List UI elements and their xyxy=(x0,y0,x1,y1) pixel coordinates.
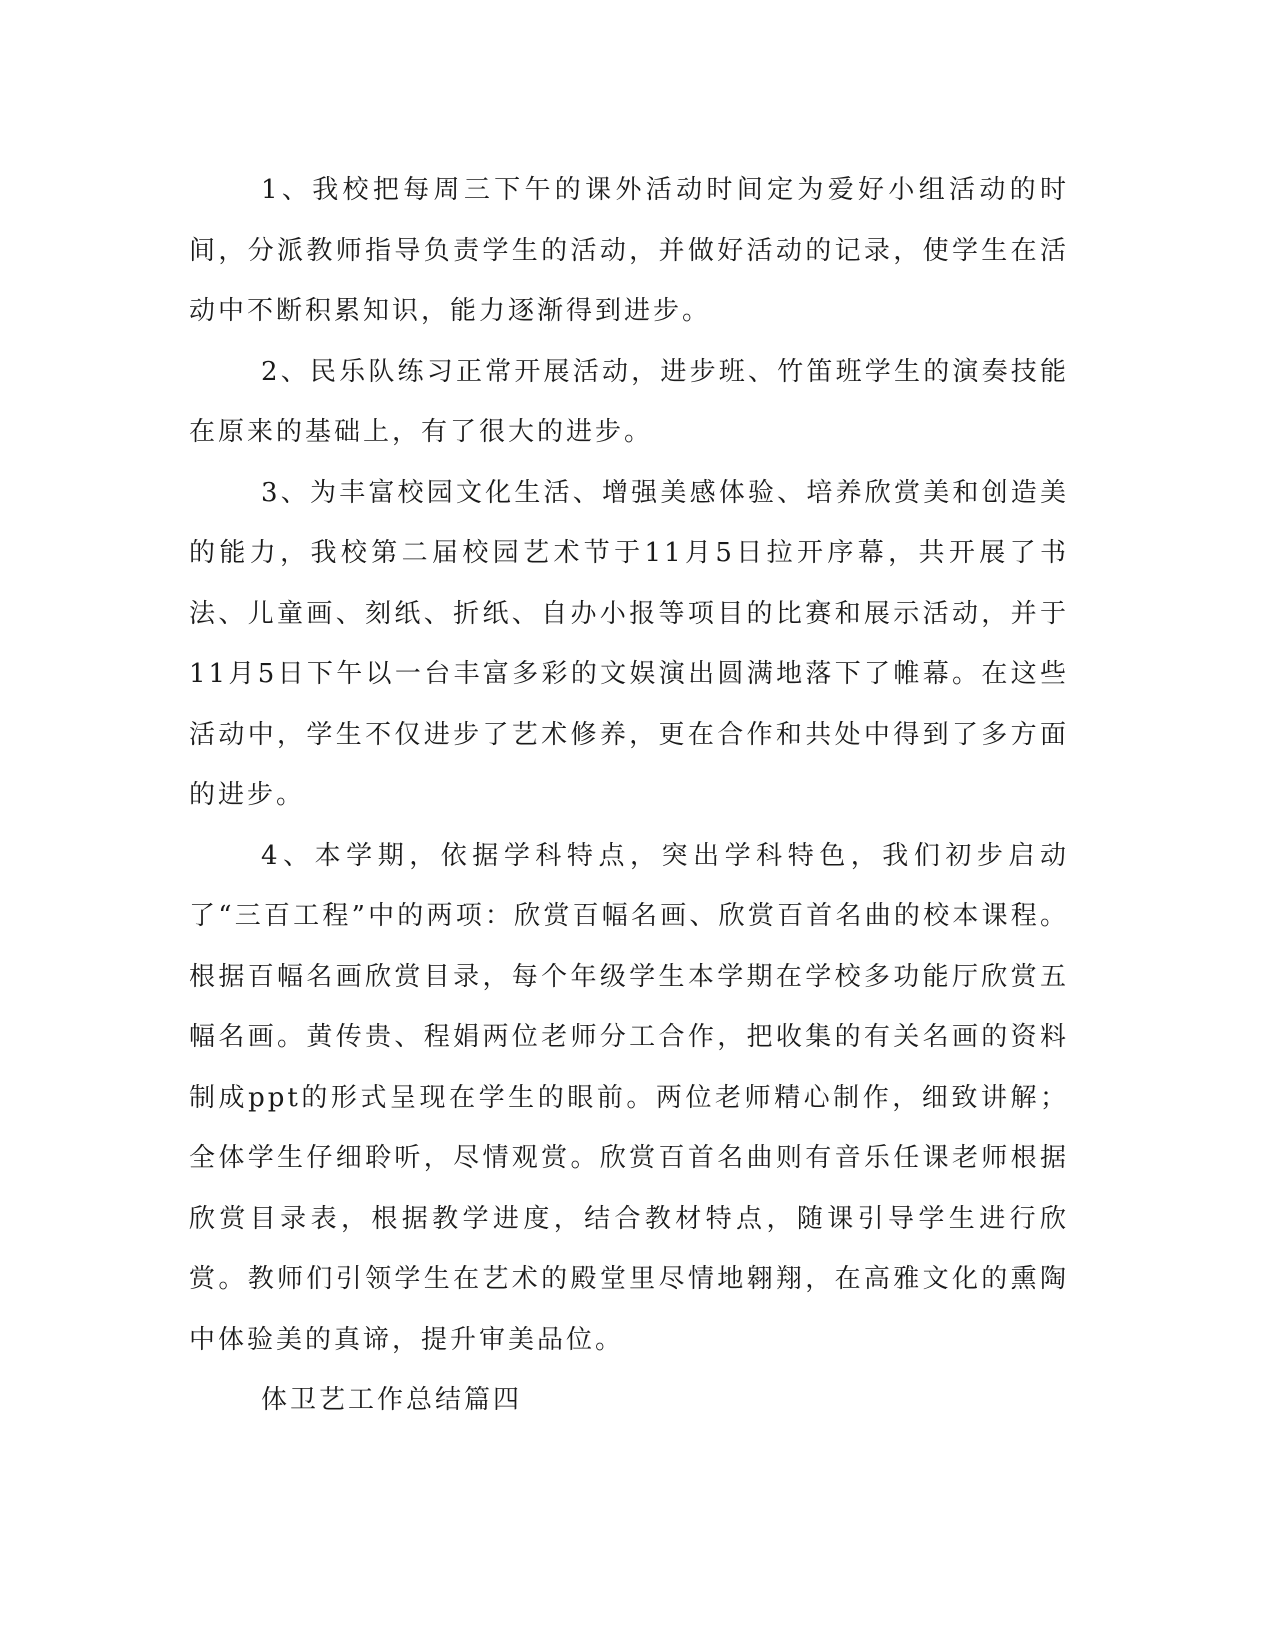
section-heading: 体卫艺工作总结篇四 xyxy=(261,1385,523,1415)
paragraph-3: 3、为丰富校园文化生活、增强美感体验、培养欣赏美和创造美的能力，我校第二届校园艺术节于11月5日拉开序幕，共开展了书法、儿童画、刻纸、折纸、自办小报等项目的比赛和展示活动，并于11月5日下午以一台丰富多彩的文娱演出圆满地落下了帷幕。在这些活动中，学生不仅进步了艺术修养，更在合作和共处中得到了多方面的进步。 xyxy=(189,477,1069,810)
paragraph-2: 2、民乐队练习正常开展活动，进步班、竹笛班学生的演奏技能在原来的基础上，有了很大的进步。 xyxy=(189,356,1069,447)
paragraph-1: 1、我校把每周三下午的课外活动时间定为爱好小组活动的时间，分派教师指导负责学生的活动，并做好活动的记录，使学生在活动中不断积累知识，能力逐渐得到进步。 xyxy=(189,175,1069,326)
paragraph-4: 4、本学期，依据学科特点，突出学科特色，我们初步启动了“三百工程”中的两项：欣赏百幅名画、欣赏百首名曲的校本课程。根据百幅名画欣赏目录，每个年级学生本学期在学校多功能厅欣赏五幅名画。黄传贵、程娟两位老师分工合作，把收集的有关名画的资料制成ppt的形式呈现在学生的眼前。两位老师精心制作，细致讲解；全体学生仔细聆听，尽情观赏。欣赏百首名曲则有音乐任课老师根据欣赏目录表，根据教学进度，结合教材特点，随课引导学生进行欣赏。教师们引领学生在艺术的殿堂里尽情地翱翔，在高雅文化的熏陶中体验美的真谛，提升审美品位。 xyxy=(189,840,1069,1355)
document-body xyxy=(189,160,1069,1431)
